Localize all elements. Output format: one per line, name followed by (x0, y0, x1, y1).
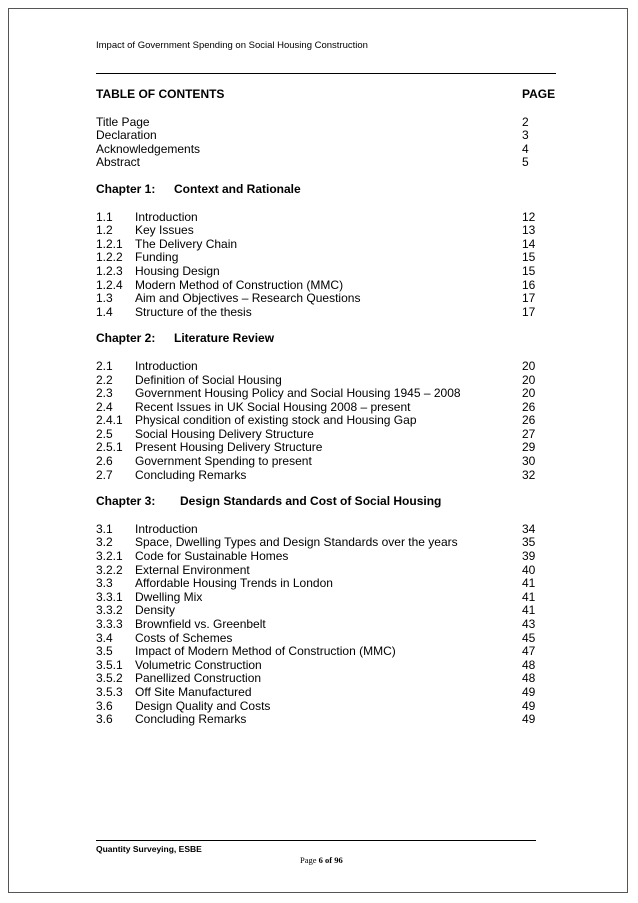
toc-entry-title: Housing Design (135, 263, 220, 278)
toc-entry-row (96, 306, 556, 320)
toc-entry-page: 43 (522, 617, 536, 631)
toc-entry-number: 1.2.3 (96, 263, 123, 278)
toc-entry-row (96, 550, 556, 564)
front-matter-page: 3 (522, 128, 529, 143)
chapter-label: Chapter 3: (96, 494, 156, 509)
toc-entry-row (96, 577, 556, 591)
toc-entry-title: Funding (135, 250, 179, 265)
toc-entry-number: 2.6 (96, 454, 113, 469)
toc-heading-row (96, 88, 556, 102)
toc-entry-number: 3.5.2 (96, 671, 123, 686)
toc-entry-title: Physical condition of existing stock and Housing Gap (135, 413, 417, 428)
toc-entry-title: Recent Issues in UK Social Housing 2008 – present (135, 399, 411, 414)
toc-entry-number: 3.1 (96, 521, 113, 536)
toc-entry-number: 1.2.1 (96, 236, 123, 251)
toc-entry-number: 3.3 (96, 576, 113, 591)
toc-entry-page: 14 (522, 236, 536, 251)
toc-entry-page: 40 (522, 562, 536, 577)
toc-entry-row (96, 441, 556, 455)
chapter-heading-3 (96, 495, 556, 509)
toc-entry-row (96, 292, 556, 306)
toc-entry-number: 1.1 (96, 209, 113, 224)
chapter-heading-2 (96, 332, 556, 346)
toc-entry-page: 41 (522, 576, 536, 591)
front-matter-row (96, 116, 556, 130)
toc-entry-row (96, 224, 556, 238)
toc-entry-number: 3.4 (96, 630, 113, 645)
toc-entry-number: 3.3.3 (96, 617, 123, 631)
chapter-title: Design Standards and Cost of Social Housing (180, 494, 442, 509)
chapters-list (96, 183, 556, 727)
toc-entry-row (96, 523, 556, 537)
toc-entry-row (96, 591, 556, 605)
toc-entry-number: 2.5.1 (96, 440, 123, 455)
toc-entry-title: Costs of Schemes (135, 630, 233, 645)
front-matter-page: 4 (522, 141, 529, 156)
toc-entry-page: 13 (522, 223, 536, 238)
toc-entry-page: 49 (522, 684, 536, 699)
toc-entry-number: 3.5.3 (96, 684, 123, 699)
toc-entry-number: 2.4.1 (96, 413, 123, 428)
toc-entry-row (96, 387, 556, 401)
toc-entry-number: 1.2.4 (96, 277, 123, 292)
toc-entry-page: 12 (522, 209, 536, 224)
toc-entry-row (96, 401, 556, 415)
chapter-title: Context and Rationale (174, 181, 301, 196)
toc-entry-number: 2.5 (96, 426, 113, 441)
toc-entry-title: Introduction (135, 521, 198, 536)
toc-entry-row (96, 428, 556, 442)
toc-entry-row (96, 238, 556, 252)
toc-entry-page: 39 (522, 549, 536, 564)
toc-entry-page: 49 (522, 698, 536, 713)
footer-page-current: 6 (318, 855, 323, 865)
toc-entry-title: Introduction (135, 358, 198, 373)
toc-entry-row (96, 455, 556, 469)
toc-entry-number: 1.3 (96, 291, 113, 306)
chapter-heading-1 (96, 183, 556, 197)
toc-entry-row (96, 374, 556, 388)
chapter-title: Literature Review (174, 331, 275, 346)
toc-entry-title: Volumetric Construction (135, 657, 262, 672)
toc-entry-number: 2.2 (96, 372, 113, 387)
toc-entry-page: 17 (522, 291, 536, 306)
toc-entry-page: 47 (522, 644, 536, 659)
toc-entry-page: 20 (522, 386, 536, 401)
toc-entry-title: Concluding Remarks (135, 712, 247, 727)
toc-entry-number: 2.7 (96, 467, 113, 482)
toc-entry-row (96, 265, 556, 279)
toc-entry-number: 2.4 (96, 399, 113, 414)
toc-entry-number: 3.5 (96, 644, 113, 659)
toc-entry-page: 30 (522, 454, 536, 469)
toc-entry-row (96, 211, 556, 225)
front-matter-page: 5 (522, 155, 529, 170)
toc-entry-page: 26 (522, 399, 536, 414)
toc-entry-number: 3.6 (96, 698, 113, 713)
toc-entry-number: 3.6 (96, 712, 113, 727)
toc-entry-title: Code for Sustainable Homes (135, 549, 289, 564)
toc-entry-row (96, 632, 556, 646)
running-header: Impact of Government Spending on Social Housing Construction (96, 40, 368, 51)
toc-entry-row (96, 604, 556, 618)
toc-entry-row (96, 360, 556, 374)
toc-entry-title: Aim and Objectives – Research Questions (135, 291, 361, 306)
toc-entry-page: 41 (522, 603, 536, 618)
toc-entry-title: Space, Dwelling Types and Design Standards over the years (135, 535, 458, 550)
toc-entry-page: 20 (522, 358, 536, 373)
toc-entry-number: 3.3.1 (96, 589, 123, 604)
footer-rule (96, 840, 536, 841)
toc-entry-page: 32 (522, 467, 536, 482)
chapter-label: Chapter 1: (96, 181, 156, 196)
toc-entry-title: Government Spending to present (135, 454, 312, 469)
toc-entry-row (96, 251, 556, 265)
toc-entry-title: Off Site Manufactured (135, 684, 252, 699)
toc-entry-page: 27 (522, 426, 536, 441)
toc-entry-title: Panellized Construction (135, 671, 262, 686)
front-matter-row (96, 143, 556, 157)
toc-entry-number: 1.2.2 (96, 250, 123, 265)
toc-entry-page: 35 (522, 535, 536, 550)
toc-entry-row (96, 414, 556, 428)
footer-page-prefix: Page (300, 855, 317, 865)
toc-entry-number: 2.3 (96, 386, 113, 401)
table-of-contents (96, 88, 556, 727)
toc-entry-page: 29 (522, 440, 536, 455)
toc-entry-title: Affordable Housing Trends in London (135, 576, 333, 591)
toc-entry-page: 20 (522, 372, 536, 387)
toc-entry-page: 15 (522, 250, 536, 265)
toc-entry-title: Present Housing Delivery Structure (135, 440, 323, 455)
toc-entry-title: External Environment (135, 562, 250, 577)
toc-entry-page: 16 (522, 277, 536, 292)
toc-entry-number: 3.2.1 (96, 549, 123, 564)
footer-page-total: 96 (334, 855, 343, 865)
toc-entry-page: 17 (522, 304, 536, 319)
toc-entry-row (96, 469, 556, 483)
toc-entry-row (96, 618, 556, 632)
toc-entry-page: 26 (522, 413, 536, 428)
toc-entry-page: 15 (522, 263, 536, 278)
toc-page-heading: PAGE (522, 87, 556, 101)
toc-entry-title: Key Issues (135, 223, 194, 238)
header-rule (96, 73, 556, 74)
toc-entry-number: 3.3.2 (96, 603, 123, 618)
toc-entry-number: 1.4 (96, 304, 113, 319)
toc-entry-title: Dwelling Mix (135, 589, 203, 604)
toc-entry-title: Density (135, 603, 176, 618)
toc-entry-page: 48 (522, 671, 536, 686)
toc-entry-title: Concluding Remarks (135, 467, 247, 482)
footer-left-text: Quantity Surveying, ESBE (96, 844, 202, 854)
toc-entry-row (96, 659, 556, 673)
toc-entry-title: Modern Method of Construction (MMC) (135, 277, 344, 292)
front-matter-page: 2 (522, 114, 529, 129)
toc-entry-title: The Delivery Chain (135, 236, 238, 251)
toc-entry-title: Introduction (135, 209, 198, 224)
toc-entry-title: Brownfield vs. Greenbelt (135, 617, 266, 631)
toc-entry-page: 45 (522, 630, 536, 645)
toc-entry-page: 48 (522, 657, 536, 672)
toc-entry-number: 3.5.1 (96, 657, 123, 672)
toc-entry-row (96, 713, 556, 727)
toc-entry-number: 1.2 (96, 223, 113, 238)
toc-entry-title: Design Quality and Costs (135, 698, 271, 713)
toc-heading: TABLE OF CONTENTS (96, 87, 225, 101)
toc-entry-number: 2.1 (96, 358, 113, 373)
toc-entry-title: Structure of the thesis (135, 304, 252, 319)
front-matter-row (96, 156, 556, 170)
front-matter-row (96, 129, 556, 143)
front-matter-title: Title Page (96, 114, 150, 129)
toc-entry-page: 41 (522, 589, 536, 604)
toc-entry-page: 34 (522, 521, 536, 536)
toc-entry-row (96, 700, 556, 714)
toc-entry-row (96, 645, 556, 659)
toc-entry-title: Social Housing Delivery Structure (135, 426, 314, 441)
front-matter-list (96, 116, 556, 170)
toc-entry-number: 3.2 (96, 535, 113, 550)
toc-entry-row (96, 672, 556, 686)
front-matter-title: Abstract (96, 155, 141, 170)
toc-entry-row (96, 686, 556, 700)
toc-entry-title: Definition of Social Housing (135, 372, 282, 387)
toc-entry-row (96, 536, 556, 550)
toc-entry-title: Impact of Modern Method of Construction (MMC) (135, 644, 396, 659)
front-matter-title: Declaration (96, 128, 157, 143)
toc-entry-row (96, 279, 556, 293)
chapter-label: Chapter 2: (96, 331, 156, 346)
footer-page-sep: of (325, 855, 333, 865)
front-matter-title: Acknowledgements (96, 141, 201, 156)
toc-entry-row (96, 564, 556, 578)
toc-entry-title: Government Housing Policy and Social Housing 1945 – 2008 (135, 386, 461, 401)
toc-entry-number: 3.2.2 (96, 562, 123, 577)
footer-page-number (300, 855, 343, 865)
toc-entry-page: 49 (522, 712, 536, 727)
